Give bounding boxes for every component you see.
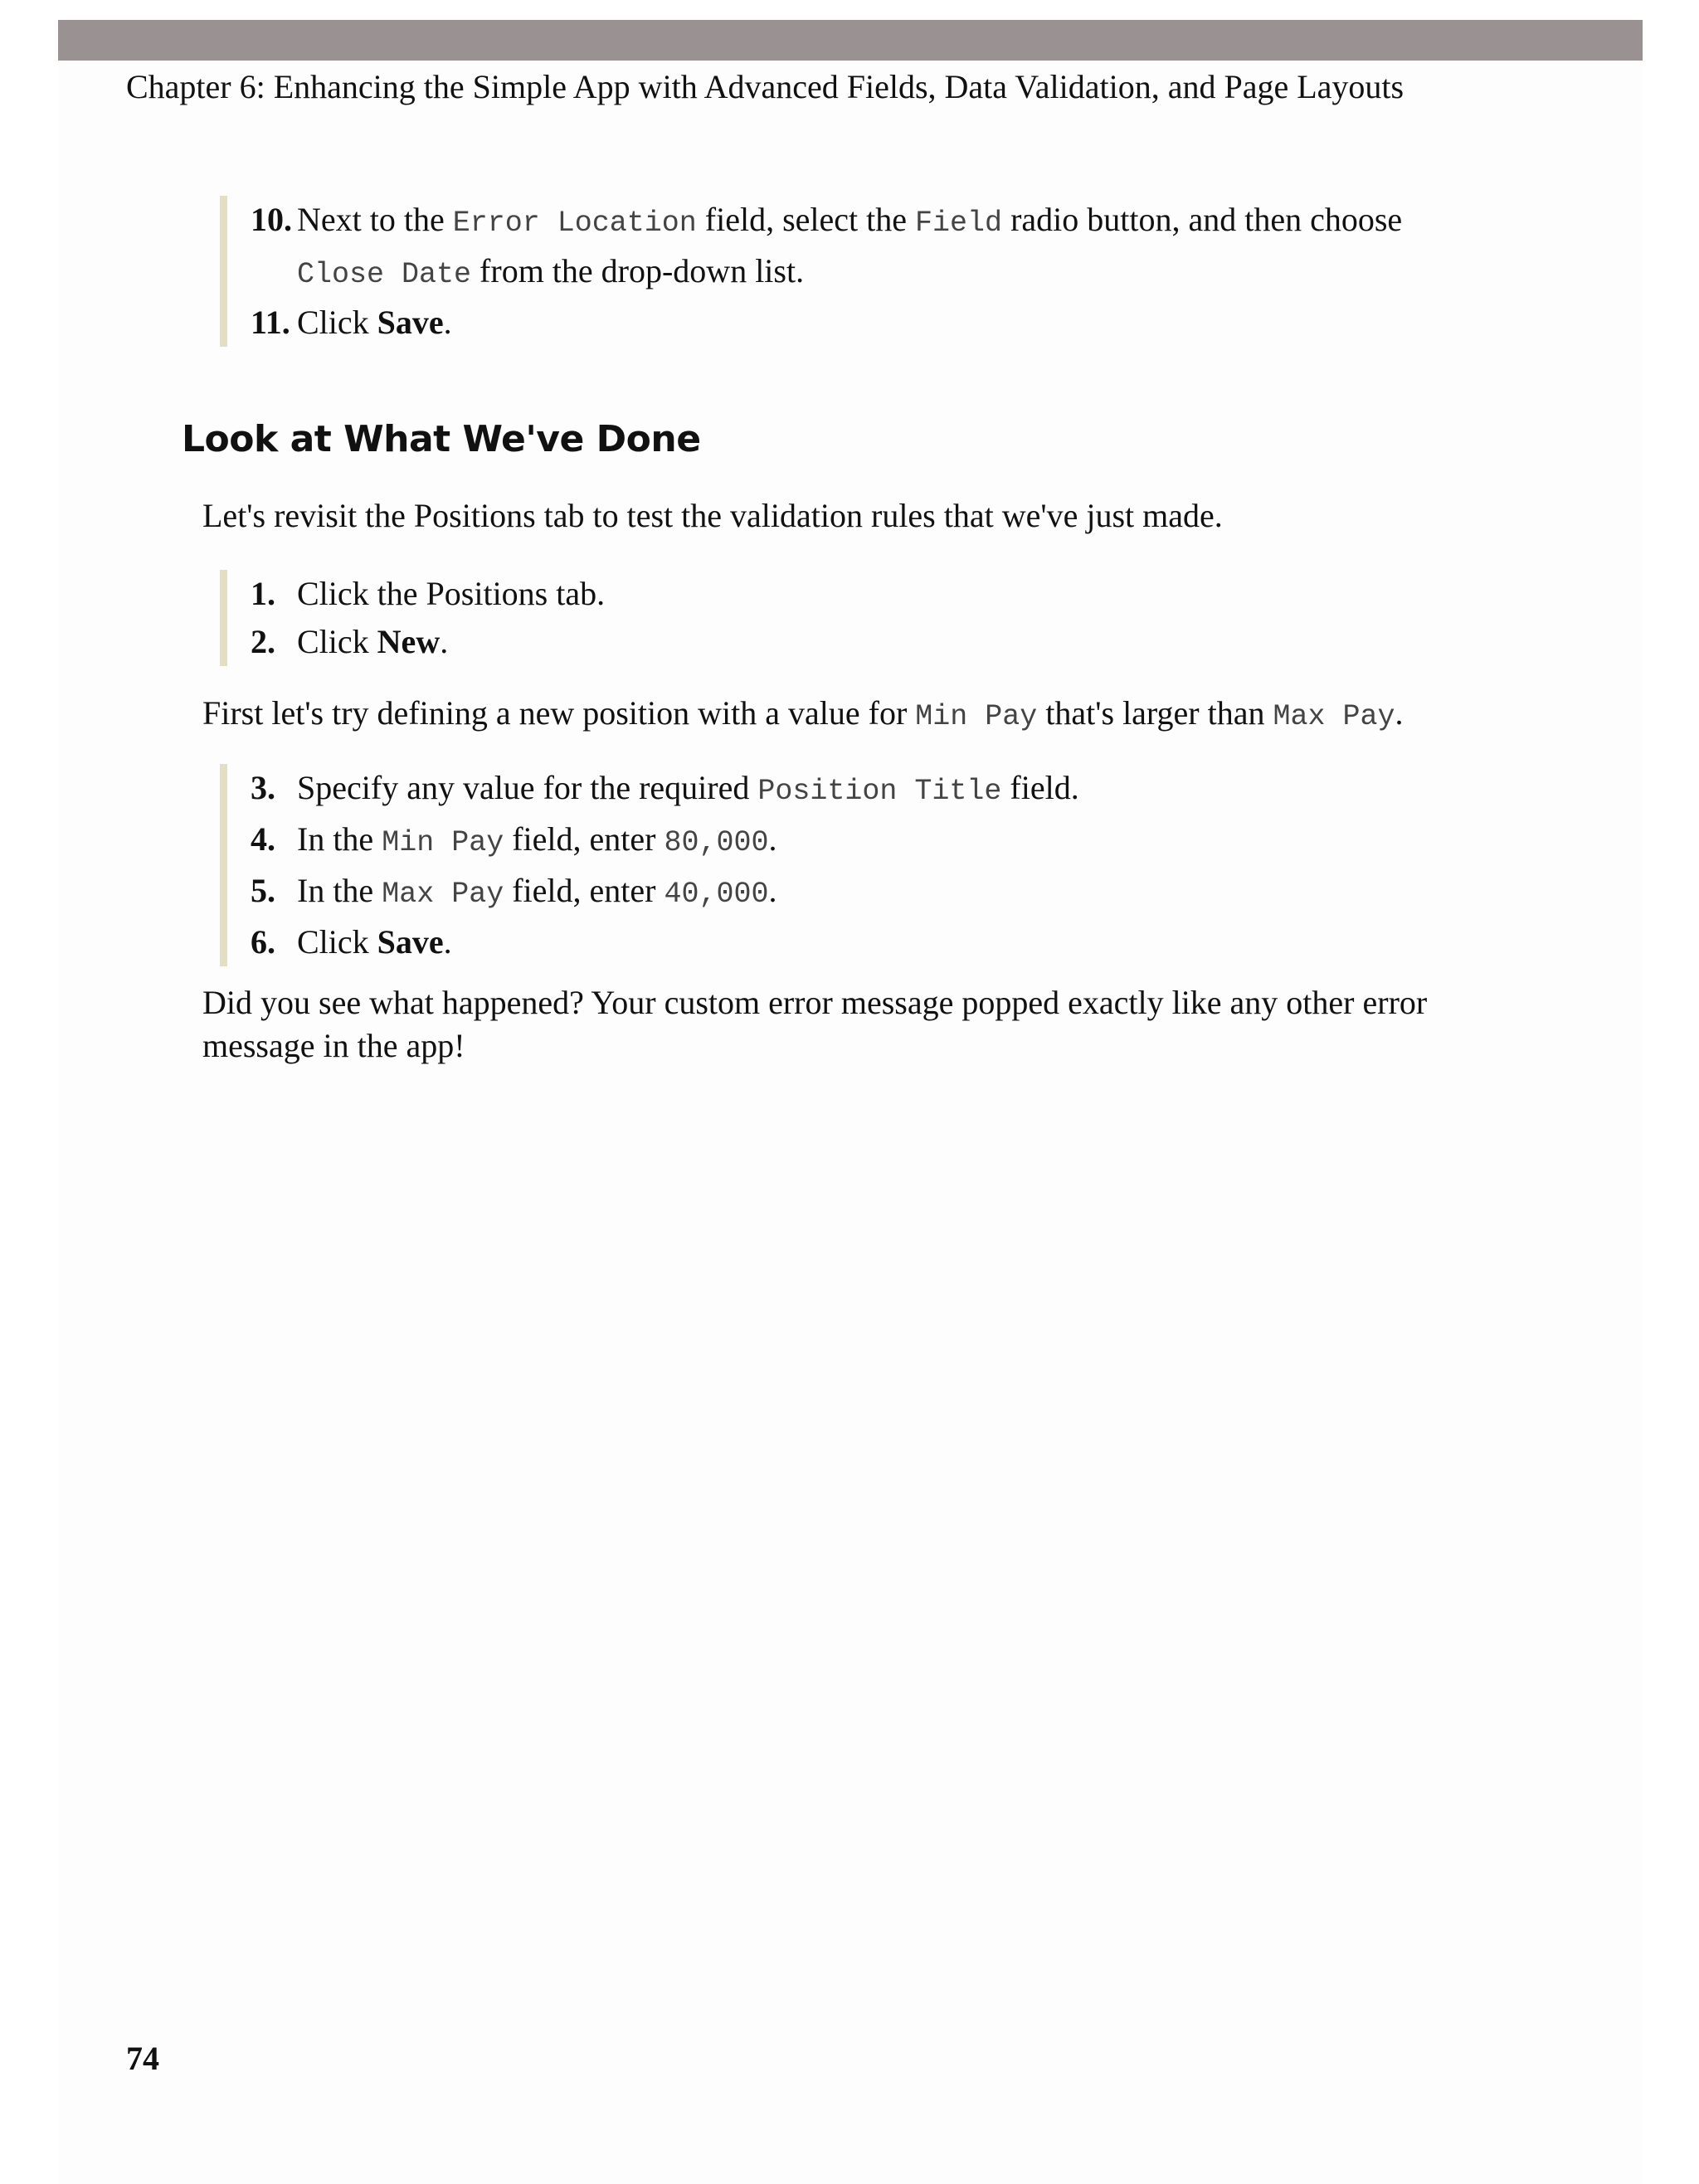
code-term: 40,000 bbox=[664, 878, 769, 911]
code-term: Error Location bbox=[452, 207, 697, 240]
step-text: field, enter bbox=[504, 872, 665, 909]
step-number: 3. bbox=[251, 769, 275, 806]
step-number: 11. bbox=[251, 304, 290, 341]
step-text: Next to the bbox=[297, 201, 453, 238]
step-text: In the bbox=[297, 820, 382, 858]
code-term: Field bbox=[915, 207, 1003, 240]
para-text: that's larger than bbox=[1037, 694, 1273, 732]
para-line: message in the app! bbox=[202, 1027, 465, 1064]
code-term: Position Title bbox=[757, 775, 1002, 808]
step-text: . bbox=[443, 304, 452, 341]
step-number: 5. bbox=[251, 872, 275, 909]
para-text: First let's try defining a new position with a value for bbox=[202, 694, 916, 732]
step-number: 2. bbox=[251, 623, 275, 660]
step-text: Click bbox=[297, 623, 377, 660]
steps-block-c bbox=[220, 764, 1079, 966]
list-item bbox=[227, 196, 1402, 299]
ui-term: New bbox=[377, 623, 441, 660]
closing-paragraph bbox=[202, 981, 1427, 1068]
step-text: Click bbox=[297, 304, 377, 341]
page-number: 74 bbox=[126, 2040, 159, 2077]
section-heading: Look at What We've Done bbox=[182, 418, 701, 460]
list-item bbox=[227, 815, 1079, 867]
list-item bbox=[227, 299, 1402, 347]
step-text: . bbox=[768, 872, 777, 909]
code-term: Max Pay bbox=[1273, 700, 1395, 733]
step-text: . bbox=[440, 623, 449, 660]
step-text: Click the Positions tab. bbox=[297, 575, 606, 612]
code-term: Min Pay bbox=[915, 700, 1038, 733]
step-number: 10. bbox=[251, 201, 292, 238]
list-item bbox=[227, 618, 605, 666]
step-text: field, enter bbox=[504, 820, 665, 858]
step-text: . bbox=[768, 820, 777, 858]
para-text: . bbox=[1395, 694, 1404, 732]
step-continuation bbox=[297, 247, 1402, 299]
list-item bbox=[227, 764, 1079, 815]
steps-block-a bbox=[220, 196, 1402, 347]
running-head: Chapter 6: Enhancing the Simple App with Advanced Fields, Data Validation, and Page Layouts bbox=[126, 68, 1404, 105]
para-line: Did you see what happened? Your custom error message popped exactly like any other error bbox=[202, 984, 1428, 1021]
step-text: Specify any value for the required bbox=[297, 769, 758, 806]
list-item bbox=[227, 918, 1079, 966]
code-term: Max Pay bbox=[382, 878, 504, 911]
intro-paragraph: Let's revisit the Positions tab to test the validation rules that we've just made. bbox=[202, 497, 1223, 534]
step-text: Click bbox=[297, 923, 377, 961]
step-text: field, select the bbox=[696, 201, 916, 238]
code-term: Min Pay bbox=[382, 826, 504, 859]
step-text: radio button, and then choose bbox=[1002, 201, 1403, 238]
step-text: In the bbox=[297, 872, 382, 909]
list-item bbox=[227, 570, 605, 618]
ui-term: Save bbox=[377, 923, 444, 961]
code-term: Close Date bbox=[297, 258, 472, 291]
step-text: . bbox=[443, 923, 452, 961]
step-number: 4. bbox=[251, 820, 275, 858]
code-term: 80,000 bbox=[664, 826, 769, 859]
step-number: 1. bbox=[251, 575, 275, 612]
header-bar bbox=[58, 20, 1643, 61]
step-number: 6. bbox=[251, 923, 275, 961]
steps-block-b bbox=[220, 570, 605, 666]
list-item bbox=[227, 867, 1079, 918]
ui-term: Save bbox=[377, 304, 444, 341]
paragraph bbox=[202, 692, 1404, 738]
step-text: from the drop-down list. bbox=[471, 252, 805, 289]
step-text: field. bbox=[1001, 769, 1079, 806]
